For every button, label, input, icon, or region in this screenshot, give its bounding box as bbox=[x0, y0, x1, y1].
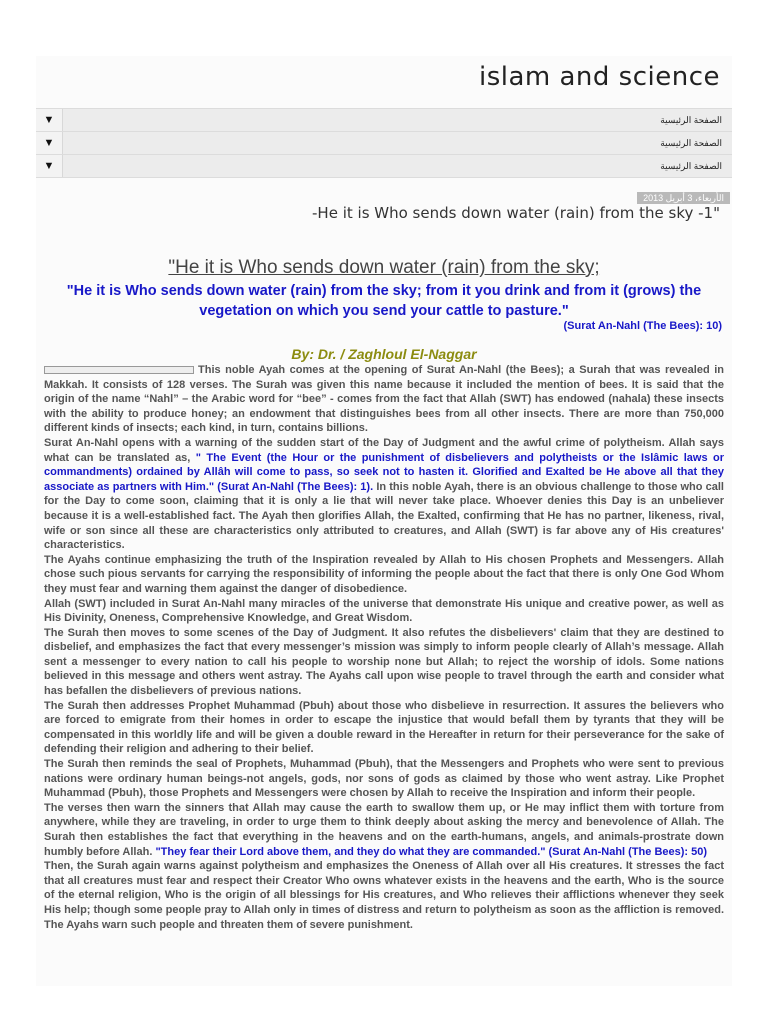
paragraph: Then, the Surah again warns against polytheism and emphasizes the Oneness of Allah over all His creatures. It stresses the fact that all creatures must fear and respect their Creator Who owns whatever exists in the heavens and the earth, Who is the source of the eternal religion, Who is the origin of all blessings for His creatures, and Who relieves their afflictions whenever they seek His help; though some people pray to Allah only in times of distress and return to polytheism as soon as the affliction is removed. The Ayahs warn such people and threaten them of severe punishment. bbox=[44, 860, 724, 931]
site-title[interactable]: islam and science bbox=[478, 62, 720, 92]
paragraph: Allah (SWT) included in Surat An-Nahl many miracles of the universe that demonstrate His unique and creative power, as well as His Divinity, Oneness, Comprehensive Knowledge, and Great Wisdom. bbox=[44, 597, 724, 625]
nav-dropdown-1[interactable] bbox=[36, 108, 732, 132]
post-date: الأربعاء، 3 أبريل 2013 bbox=[637, 192, 730, 204]
verse-inline: " The Event (the Hour or the punishment of disbelievers and polytheists or the Islâmic laws or commandments) ordained by Allâh will come to pass, so seek not to hasten it. Glorified and Exalted be He above all that they associate as partners with Him." (Surat An-Nahl (The Bees): 1). bbox=[44, 451, 725, 493]
paragraph: Surat An-Nahl opens with a warning of the sudden start of the Day of Judgment and the awful crime of polytheism. Allah says what can be translated as, " The Event (the Hour or the punishment of disbelievers and polytheists or the Islâmic laws or commandments) ordained by Allâh will come to pass, so seek not to hasten it. Glorified and Exalted be He above all that they associate as partners with Him." (Surat An-Nahl (The Bees): 1). In this noble Ayah, there is an obvious challenge to those who call for the Day to come soon, claiming that it is only a lie that will never take place. Whoever denies this Day is an unbeliever because it is a well-established fact. The Ayah then glorifies Allah, the Exalted, confirming that He has no partner, likeness, rival, wife or son since all these are characteristics only attributed to creatures, and Allah (SWT) is far above any of His creatures' characteristics. bbox=[44, 436, 725, 552]
article-headline: "He it is Who sends down water (rain) from the sky; bbox=[168, 257, 600, 278]
nav-dropdown-3[interactable] bbox=[36, 154, 732, 178]
dropdown-arrow-icon[interactable]: ▼ bbox=[36, 109, 63, 131]
nav-dropdown-2[interactable] bbox=[36, 131, 732, 155]
nav-label[interactable]: الصفحة الرئيسية bbox=[660, 138, 722, 148]
verse-quote: "He it is Who sends down water (rain) from the sky; from it you drink and from it (grows) the vegetation on which you send your cattle to pasture." bbox=[66, 283, 702, 319]
post-title[interactable]: -He it is Who sends down water (rain) from the sky -1" bbox=[312, 204, 720, 222]
paragraph: The Surah then reminds the seal of Prophets, Muhammad (Pbuh), that the Messengers and Prophets who were sent to previous nations were ordinary human beings-not angels, gods, nor sons of gods as claimed by those who went astray. Like Prophet Muhammad (Pbuh), those Prophets and Messengers were chosen by Allah to receive the Inspiration and inform their people. bbox=[44, 758, 724, 800]
blog-page bbox=[36, 56, 732, 986]
paragraph: This noble Ayah comes at the opening of Surat An-Nahl (the Bees); a Surah that was revealed in Makkah. It consists of 128 verses. The Surah was given this name because it included the mention of bees. It is said that the origin of the name “Nahl” – the Arabic word for “bee” - comes from the fact that Allah (SWT) has endowed (nahala) these insects with the ability to produce honey; an endowment that distinguishes bees from all other insects. There are more than 750,000 different kinds of insects; each kind, in turn, contains billions. bbox=[44, 364, 724, 435]
author-byline: By: Dr. / Zaghloul El-Naggar bbox=[291, 346, 477, 362]
image-placeholder bbox=[44, 366, 194, 374]
dropdown-arrow-icon[interactable]: ▼ bbox=[36, 155, 63, 177]
article-body bbox=[44, 363, 724, 932]
paragraph: The Surah then moves to some scenes of the Day of Judgment. It also refutes the disbelievers' claim that they are destined to disbelief, and emphasizes the fact that every messenger’s mission was simply to inform people clearly of Allah’s message. Allah sent a messenger to every nation to call his people to worship none but Allah; to reject the worship of idols. Some nations believed in this message and others went astray. The Ayahs call upon wise people to travel through the earth and consider what has befallen the disbelievers of previous nations. bbox=[44, 626, 724, 698]
paragraph: The Ayahs continue emphasizing the truth of the Inspiration revealed by Allah to His chosen Prophets and Messengers. Allah chose such pious servants for carrying the responsibility of informing the people about the fact that there is only One God Whom they must fear and warning them against the danger of disobedience. bbox=[44, 553, 724, 595]
paragraph: The Surah then addresses Prophet Muhammad (Pbuh) about those who disbelieve in resurrection. It assures the believers who are forced to emigrate from their homes in order to escape the injustice that would befall them by tyrants that they will be compensated in this worldly life and will be given a double reward in the Hereafter in return for their perseverance for the sake of defending their religion and adhering to their belief. bbox=[44, 699, 724, 756]
verse-reference: (Surat An-Nahl (The Bees): 10) bbox=[563, 320, 722, 332]
nav-label[interactable]: الصفحة الرئيسية bbox=[660, 115, 722, 125]
dropdown-arrow-icon[interactable]: ▼ bbox=[36, 132, 63, 154]
nav-label[interactable]: الصفحة الرئيسية bbox=[660, 161, 722, 171]
paragraph: The verses then warn the sinners that Allah may cause the earth to swallow them up, or He may inflict them with torture from anywhere, while they are traveling, in order to urge them to think deeply about asking the mercy and benevolence of Allah. The Surah then establishes the fact that everything in the heavens and on the earth-humans, angels, and animals-prostrate down humbly before Allah. "They fear their Lord above them, and they do what they are commanded." (Surat An-Nahl (The Bees): 50) bbox=[44, 801, 724, 858]
verse-inline: "They fear their Lord above them, and they do what they are commanded." (Surat An-Nahl (The Bees): 50) bbox=[155, 845, 708, 858]
